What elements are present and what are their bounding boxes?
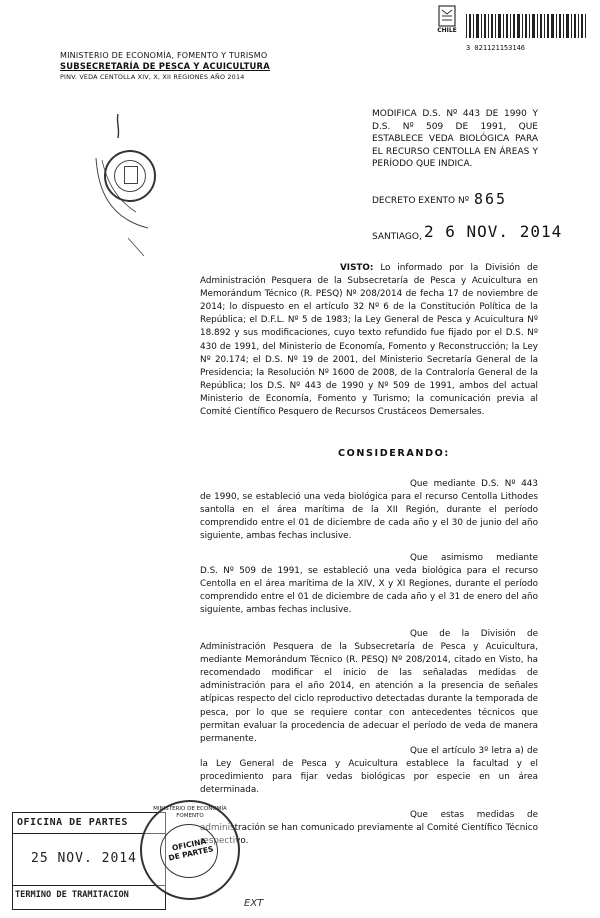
decree-number: 865 (474, 190, 508, 208)
decree-date: 2 6 NOV. 2014 (424, 222, 563, 241)
considerando-heading: CONSIDERANDO: (338, 448, 450, 459)
barcode (464, 14, 590, 44)
city-label: SANTIAGO, (372, 232, 422, 242)
visto-label: VISTO: (340, 263, 374, 273)
chile-logo-text: CHILE (437, 27, 457, 34)
oficina-partes-round-seal (140, 800, 240, 900)
considerando-paragraph-3: Que de la División de Administración Pesquera de la Subsecretaría de Pesca y Acuicultura, mediante Memorándum Técnico (R. PESQ) Nº 208/2014, citado en Visto, ha recomendado modificar el inicio de las señaladas medidas de administración para el año 2014, en atención a la presencia de señales atípicas respecto del ciclo reproductivo detectadas durante la temporada de pesca, por lo que se requiere contar con antecedentes técnicos que permitan evaluar la procedencia de adecuar el período de veda de manera permanente. (200, 629, 538, 744)
considerando-paragraph-4: Que el artículo 3º letra a) de la Ley General de Pesca y Acuicultura establece la facultad y el procedimiento para fijar vedas biológicas por especie en un área determinada. (200, 746, 538, 796)
round-seal-center-text: OFICINA DE PARTES (167, 836, 215, 863)
ministry-name: MINISTERIO DE ECONOMÍA, FOMENTO Y TURISMO (60, 51, 268, 60)
considerando-paragraph-2: Que asimismo mediante D.S. Nº 509 de 1991, se estableció una veda biológica para el recurso Centolla en el área marítima de la XIV, X y XI Regiones, durante el período comprendido entre el 01 de diciembre de cada año y el 31 de enero del año siguiente, ambas fechas inclusive. (200, 553, 538, 616)
barcode-number: 3 021121153146 (466, 44, 526, 52)
termino-tramitacion-label: TERMINO DE TRAMITACION (15, 890, 129, 900)
considerando-paragraph-1: Que mediante D.S. Nº 443 de 1990, se estableció una veda biológica para el recurso Centolla Lithodes santolla en el área marítima de la XII Región, durante el período comprendido entre el 01 de diciembre de cada año y el 30 de junio del año siguiente, ambas fechas inclusive. (200, 479, 538, 542)
reference-line: PINV. VEDA CENTOLLA XIV, X, XII REGIONES AÑO 2014 (60, 73, 245, 81)
round-seal-ring-text: MINISTERIO DE ECONOMÍA FOMENTO (153, 806, 227, 819)
decree-label: DECRETO EXENTO Nº (372, 196, 469, 206)
ext-mark: EXT (244, 898, 264, 909)
oficina-partes-label: OFICINA DE PARTES (17, 817, 128, 828)
visto-paragraph (200, 262, 538, 419)
visto-text: Lo informado por la División de Administración Pesquera de la Subsecretaría de Pesca y Acuicultura en Memorándum Técnico (R. PESQ) Nº 208/2014 de fecha 17 de noviembre de 2014; lo dispuesto en el artículo 32 Nº 6 de la Constitución Política de la República; el D.F.L. Nº 5 de 1983; la Ley General de Pesca y Acuicultura Nº 18.892 y sus modificaciones, cuyo texto refundido fue fijado por el D.S. Nº 430 de 1991, del Ministerio de Economía, Fomento y Reconstrucción; la Ley Nº 20.174; el D.S. Nº 19 de 2001, del Ministerio Secretaría General de la Presidencia; la Resolución Nº 1600 de 2008, de la Contraloría General de la República; los D.S. Nº 443 de 1990 y Nº 509 de 1991, ambos del actual Ministerio de Economía, Fomento y Turismo; la comunicación previa al Comité Científico Pesquero de Recursos Crustáceos Demersales. (200, 263, 539, 418)
decree-title: MODIFICA D.S. Nº 443 DE 1990 Y D.S. Nº 509 DE 1991, QUE ESTABLECE VEDA BIOLÓGICA PARA EL RECURSO CENTOLLA EN ÁREAS Y PERÍODO QUE INDICA. (372, 109, 538, 170)
chile-logo (434, 4, 460, 38)
considerando-paragraph-5: Que estas medidas de administración se han comunicado previamente al Comité Científico Técnico respectivo. (200, 810, 538, 847)
subsecretaria-name: SUBSECRETARÍA DE PESCA Y ACUICULTURA (60, 61, 270, 71)
stamp-date: 25 NOV. 2014 (31, 851, 137, 866)
ministry-seal (104, 150, 156, 202)
letterhead (60, 50, 320, 83)
